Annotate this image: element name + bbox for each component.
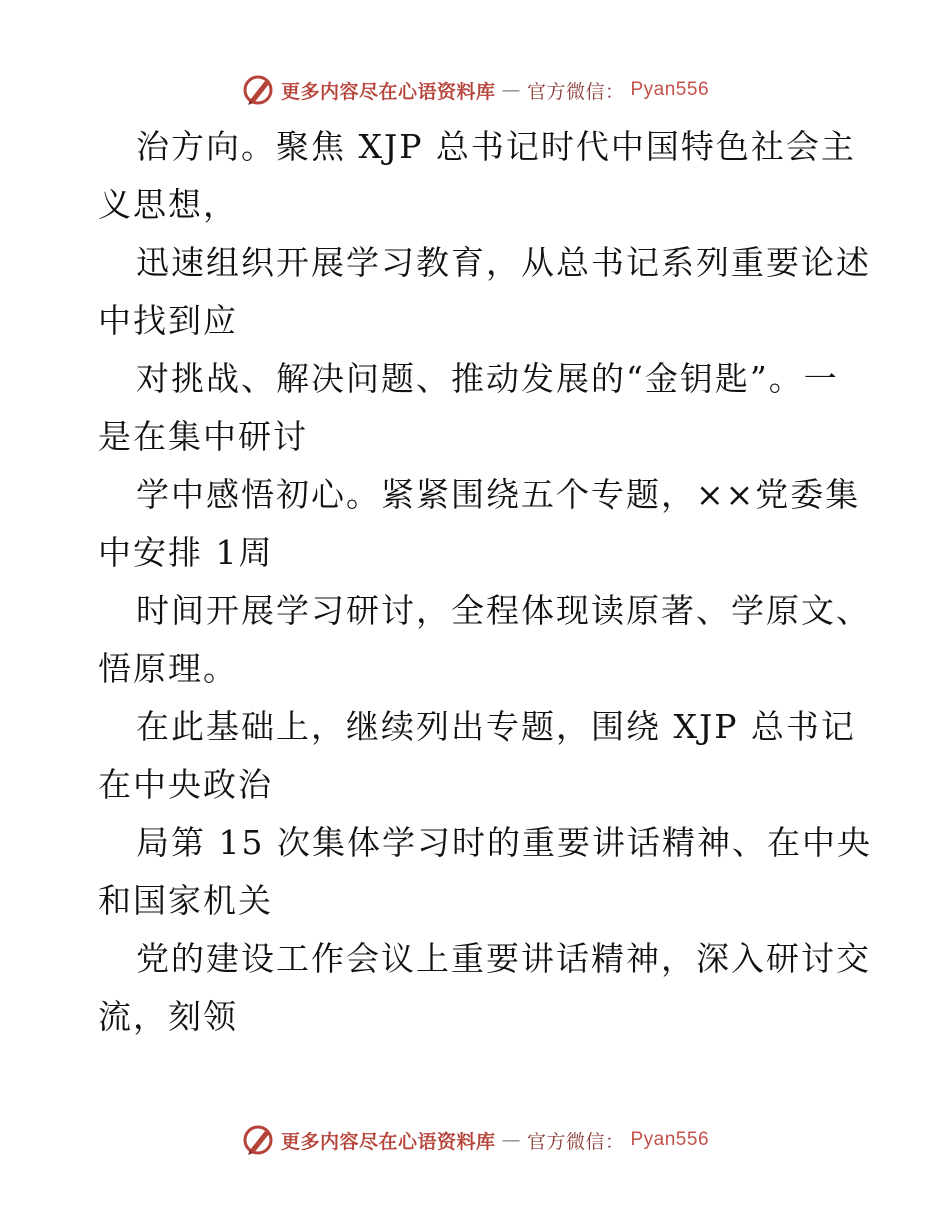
watermark-main-text: 更多内容尽在心语资料库: [280, 1130, 496, 1153]
paragraph-line: 党的建设工作会议上重要讲话精神，深入研讨交: [136, 939, 871, 978]
paragraph-line: 悟原理。: [98, 649, 238, 688]
pen-logo-icon: [241, 73, 275, 107]
paragraph-3: [98, 350, 858, 466]
paragraph-line: 学中感悟初心。紧紧围绕五个专题，××党委集: [136, 475, 861, 514]
paragraph-line: 是在集中研讨: [98, 417, 308, 456]
watermark-wechat-id: Pyan556: [630, 79, 710, 100]
paragraph-7: [98, 814, 872, 930]
paragraph-line: 中安排 1周: [98, 533, 274, 572]
header-watermark: [0, 70, 950, 110]
pen-logo-icon: [241, 1123, 275, 1157]
paragraph-line: 对挑战、解决问题、推动发展的“金钥匙”。一: [136, 359, 839, 398]
footer-watermark: [0, 1120, 950, 1160]
paragraph-1: [98, 118, 858, 234]
document-body: [98, 118, 872, 1046]
paragraph-line: 在此基础上，继续列出专题，围绕 XJP 总书记: [136, 707, 856, 746]
paragraph-line: 时间开展学习研讨，全程体现读原著、学原文、: [136, 591, 871, 630]
paragraph-line: 局第 15 次集体学习时的重要讲话精神、在中央: [136, 823, 872, 862]
paragraph-line: 和国家机关: [98, 881, 273, 920]
watermark-sub-text: 官方微信：: [526, 80, 625, 103]
paragraph-6: [98, 698, 858, 814]
watermark-main-text: 更多内容尽在心语资料库: [280, 80, 496, 103]
paragraph-line: 流，刻领: [98, 997, 238, 1036]
paragraph-4: [98, 466, 861, 582]
watermark-dash: —: [501, 79, 521, 101]
paragraph-5: [98, 582, 871, 698]
paragraph-line: 中找到应: [98, 301, 238, 340]
paragraph-2: [98, 234, 871, 350]
watermark-dash: —: [501, 1129, 521, 1151]
watermark-sub-text: 官方微信：: [526, 1130, 625, 1153]
paragraph-line: 在中央政治: [98, 765, 273, 804]
watermark-wechat-id: Pyan556: [630, 1129, 710, 1150]
paragraph-8: [98, 930, 871, 1046]
paragraph-line: 治方向。聚焦 XJP 总书记时代中国特色社会主: [136, 127, 856, 166]
paragraph-line: 迅速组织开展学习教育，从总书记系列重要论述: [136, 243, 871, 282]
paragraph-line: 义思想，: [98, 185, 238, 224]
